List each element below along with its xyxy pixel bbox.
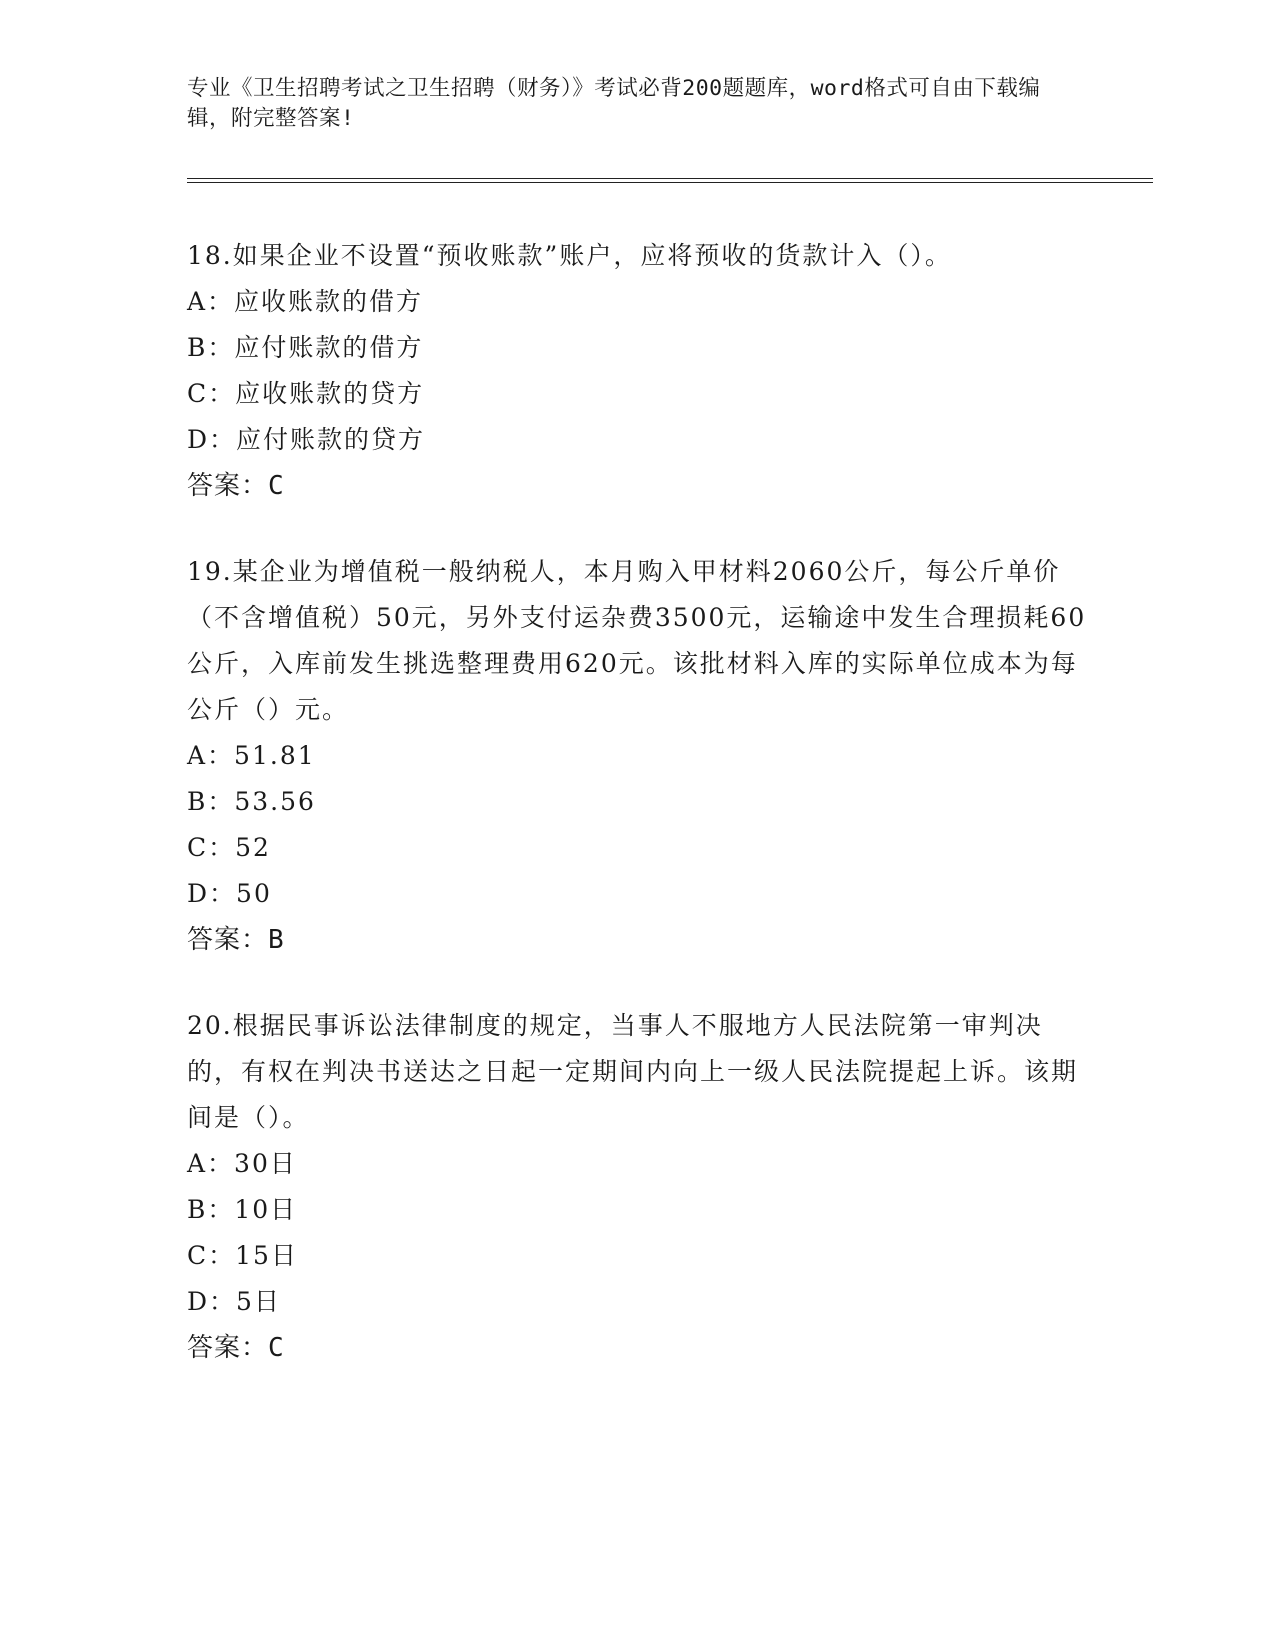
question-stem: 18.如果企业不设置“预收账款”账户，应将预收的货款计入（）。 — [187, 241, 952, 270]
option-b: B：应付账款的借方 — [187, 333, 424, 362]
option-d: D：50 — [187, 879, 272, 908]
question-list — [187, 233, 1087, 1411]
option-d: D：应付账款的贷方 — [187, 425, 426, 454]
option-c: C：15日 — [187, 1241, 298, 1270]
option-a: A：应收账款的借方 — [187, 287, 424, 316]
question-stem: 20.根据民事诉讼法律制度的规定，当事人不服地方人民法院第一审判决的，有权在判决书送达之日起一定期间内向上一级人民法院提起上诉。该期间是（）。 — [187, 1011, 1079, 1132]
option-b: B：53.56 — [187, 787, 316, 816]
question-18 — [187, 233, 1087, 509]
question-stem: 19.某企业为增值税一般纳税人，本月购入甲材料2060公斤，每公斤单价（不含增值税）50元，另外支付运杂费3500元，运输途中发生合理损耗60公斤，入库前发生挑选整理费用620元。该批材料入库的实际单位成本为每公斤（）元。 — [187, 557, 1087, 724]
document-header: 专业《卫生招聘考试之卫生招聘（财务）》考试必背200题题库，word格式可自由下载编辑，附完整答案! — [187, 76, 1041, 131]
header-divider — [187, 178, 1153, 183]
answer: 答案：B — [187, 925, 285, 955]
option-c: C：应收账款的贷方 — [187, 379, 425, 408]
answer: 答案：C — [187, 1333, 285, 1363]
answer: 答案：C — [187, 471, 285, 501]
option-c: C：52 — [187, 833, 271, 862]
question-20 — [187, 1003, 1087, 1371]
option-a: A：51.81 — [187, 741, 316, 770]
question-19 — [187, 549, 1087, 963]
option-d: D：5日 — [187, 1287, 281, 1316]
option-a: A：30日 — [187, 1149, 297, 1178]
option-b: B：10日 — [187, 1195, 298, 1224]
